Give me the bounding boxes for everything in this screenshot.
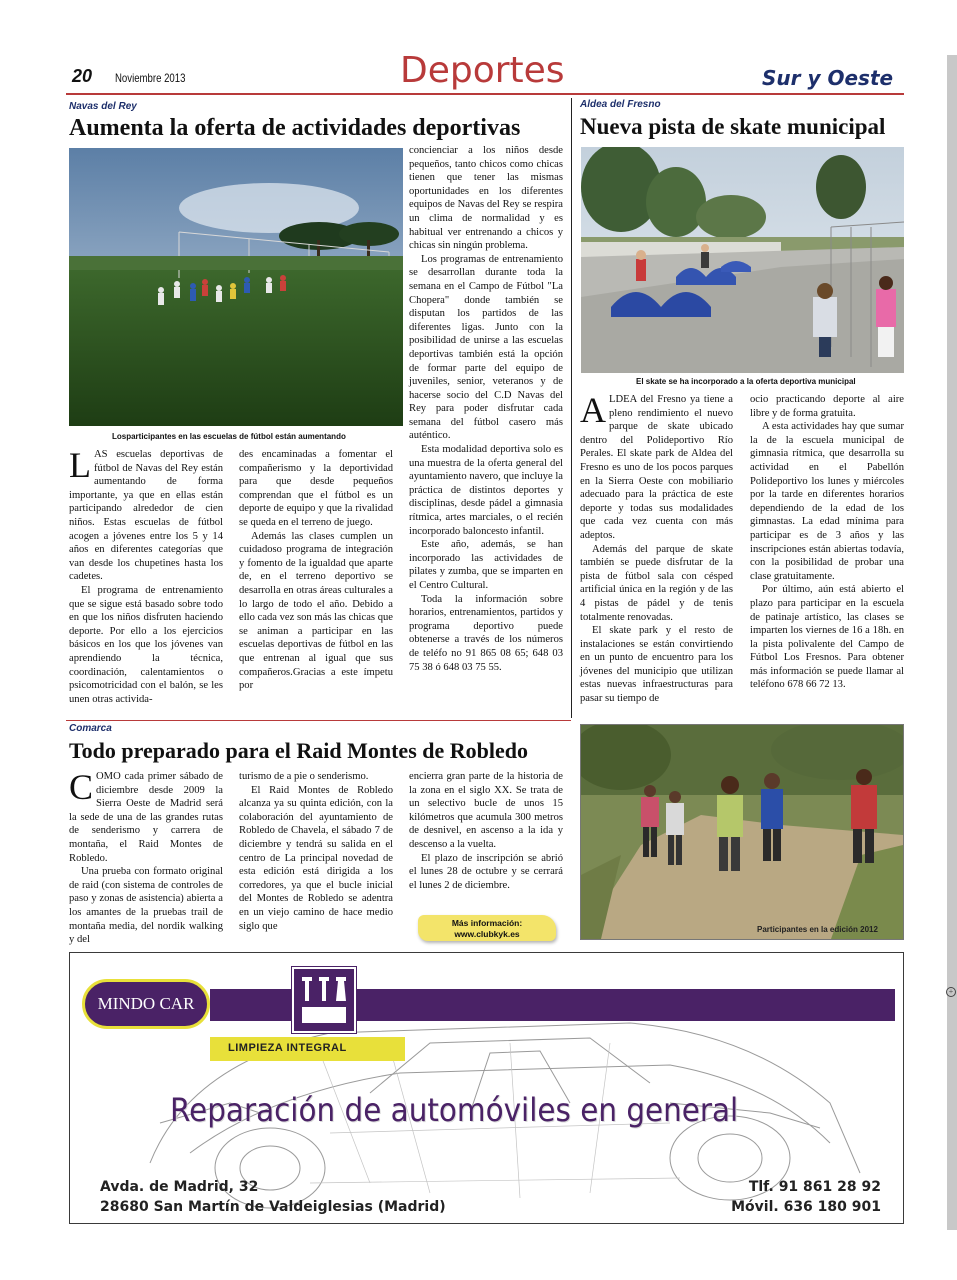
header-rule	[66, 93, 904, 95]
skate-park-image	[581, 147, 904, 373]
raid-col3-p1: encierra gran parte de la historia de la zona en el siglo XX. Se trata de un selectivo bucle de unos 15 kilómetros que acumula 300 metros de desnivel, en ascenso a la ida y descenso a la vuelta.	[409, 771, 563, 850]
tools-icon	[294, 969, 354, 1031]
raid-column-2	[239, 770, 393, 933]
ad-address-line2: 28680 San Martín de Valdeiglesias (Madrid)	[100, 1199, 446, 1215]
navas-col3-p4: Este año, además, se han incorporado las actividades de pilates y zumba, que se imparten en el Centro Cultural.	[409, 539, 563, 591]
caption-aldea: El skate se ha incorporado a la oferta deportiva municipal	[636, 377, 856, 386]
raid-col1-p2: Una prueba con formato original de raid (con sistema de controles de paso y zonas de asistencia) abierta a los amantes de la pruebas trail de montaña media, del nordik walking y del	[69, 866, 223, 946]
aldea-column-1: ALDEA del Fresno ya tiene a pleno rendimiento el nuevo parque de skate ubicado dentro del Polideportivo Río Perales. El skate park de Aldea del Fresno es uno de los pocos parques en la Sierra Oeste con mobiliario adecuado para la práctica de este deporte y todas sus modalidades que cada vez cuenta con más adeptos. Además del parque de skate también se puede disfrutar de la pista de fútbol sala con césped artificial única en la región y de las 4 pistas de pádel y de tenis totalmente renovadas. El skate park y el resto de instalaciones se están convirtiendo en un punto de encuentro para los jóvenes del municipio que utilizan estas nuevas infraestructuras para pasar su tiempo de	[580, 390, 733, 705]
headline-aldea: Nueva pista de skate municipal	[580, 114, 886, 139]
ad-logo-box	[292, 967, 356, 1033]
raid-col2-p2: El Raid Montes de Robledo alcanza ya su quinta edición, con la colaboración del ayuntamiento de Robledo de Chavela, el sábado 7 de diciembre y tendrá su salida en el centro de La principal novedad de esta edición está dirigida a los corredores, ya que el bucle inicial del Montes de Robledo se adentra en un viejo camino de hace medio siglo que	[239, 784, 393, 932]
navas-col3-p2: Los programas de entrenamiento se desarrollan durante toda la semana en el Campo de Fútbol "La Chopera" donde también se disputan los partidos de las diferentes ligas. Junto con la posibilidad de unirse a las escuelas deportivas también está la opción de formar parte del equipo de juveniles, senior, veteranos y de hacerse socio del C.D Navas del Rey para poder disfrutar cada semana del fútbol casero más auténtico.	[409, 253, 563, 442]
ad-mindo-car	[69, 952, 904, 1224]
page-number: 20	[72, 66, 93, 86]
ad-service: LIMPIEZA INTEGRAL	[228, 1042, 347, 1054]
aldea-col2-p3: Por último, aún está abierto el plazo para participar en la escuela de patinaje artístico, las clases se imparten los viernes de 16 a 18h. en la pista polivalente del Campo de Fútbol Los Fresnos. Para obtener más información se puede llamar al teléfono 678 66 72 13.	[750, 584, 904, 691]
photo-skate-park	[581, 147, 904, 373]
navas-column-2	[239, 448, 393, 693]
aldea-col1-p1: LDEA del Fresno ya tiene a pleno rendimiento el nuevo parque de skate ubicado dentro del Polideportivo Río Perales. El skate park de Aldea del Fresno es uno de los pocos parques en la Sierra Oeste con mobiliario adecuado para la práctica de este deporte y todas sus modalidades que cada vez cuenta con más adeptos.	[580, 394, 733, 541]
navas-col1-p1: AS escuelas deportivas de fútbol de Navas del Rey están aumentando de forma importante, ya que en ellas están participando alrededor de cien niños. Estas escuelas de fútbol acogen a jóvenes entre los 5 y 14 años en diferentes categorías que van desde los chupetines hasta los cadetes.	[69, 449, 223, 583]
section-title: Deportes	[400, 50, 565, 91]
caption-raid: Participantes en la edición 2012	[757, 925, 878, 934]
raid-column-3	[409, 770, 563, 892]
hikers-image	[581, 725, 903, 939]
more-info-label: Más información:	[451, 918, 523, 928]
navas-col3-p1: concienciar a los niños desde pequeños, tanto chicos como chicas tienen que tener las mismas oportunidades en los diferentes equipos de Navas del Rey se respira un clima de normalidad y es habitual ver entrenando a chicos y chicas sin ningún problema.	[409, 145, 563, 252]
navas-column-3	[409, 144, 563, 674]
more-info-url[interactable]: www.clubkyk.es	[454, 929, 520, 939]
ad-headline: Reparación de automóviles en general	[170, 1091, 739, 1129]
raid-col1-p1: OMO cada primer sábado de diciembre desde 2009 la Sierra Oeste de Madrid será la sede de una de las grandes rutas de senderismo y carrera de montaña, el Raid Montes de Robledo.	[69, 771, 223, 864]
aldea-col1-p3: El skate park y el resto de instalaciones se están convirtiendo en un punto de encuentro para los jóvenes del municipio que utilizan estas nuevas infraestructuras para pasar su tiempo de	[580, 625, 733, 705]
kicker-navas: Navas del Rey	[69, 101, 137, 112]
issue-date: Noviembre 2013	[115, 71, 186, 85]
navas-col3-p3: Esta modalidad deportiva solo es una muestra de la oferta general del ayuntamiento navero, que incluye la práctica de distintos deportes y disciplinas, desde pádel a gimnasia rítmica, artes marciales, o el recién incorporado baloncesto infantil.	[409, 444, 563, 537]
photo-hikers	[580, 724, 904, 940]
more-info-note	[418, 915, 556, 941]
navas-column-1: LAS escuelas deportivas de fútbol de Navas del Rey están aumentando de forma importante, ya que en ellas están participando alrededor de cien niños. Estas escuelas de fútbol acogen a jóvenes entre los 5 y 14 años en diferentes categorías que van desde los chupetines hasta los cadetes. El programa de entrenamiento que se sigue está basado sobre todo en que los niños disfruten haciendo deporte. Por ello a los ejercicios básicos en los que los jóvenes van aprendiendo la técnica, coordinación, calentamientos o psicomotricidad con el balón, se les unen otras activida-	[69, 445, 223, 705]
vertical-scrollbar[interactable]	[947, 55, 957, 1230]
comarca-rule	[66, 720, 571, 721]
raid-column-1: COMO cada primer sábado de diciembre desde 2009 la Sierra Oeste de Madrid será la sede de una de las grandes rutas de senderismo y carrera de montaña, el Raid Montes de Robledo. Una prueba con formato original de raid (con sistema de controles de paso y zonas de asistencia) abierta a los amantes de la pruebas trail de montaña media, del nordik walking y del	[69, 767, 223, 946]
football-field-image	[69, 148, 403, 426]
aldea-col2-p1: ocio practicando deporte al aire libre y de forma gratuita.	[750, 394, 904, 419]
raid-col2-p1: turismo de a pie o senderismo.	[239, 771, 369, 782]
headline-raid: Todo preparado para el Raid Montes de Robledo	[69, 738, 528, 763]
brand-sur: Sur y	[762, 66, 828, 90]
raid-col3-p2: El plazo de inscripción se abrió el lunes 28 de octubre y se cerrará el lunes 2 de diciembre.	[409, 852, 563, 891]
aldea-column-2	[750, 393, 904, 692]
ad-phone: Tlf. 91 861 28 92	[748, 1179, 881, 1195]
headline-navas: Aumenta la oferta de actividades deportivas	[69, 115, 521, 141]
aldea-col1-p2: Además del parque de skate también se puede disfrutar de la pista de fútbol sala con césped artificial única en la región y de las 4 pistas de pádel y de tenis totalmente renovadas.	[580, 543, 733, 623]
navas-col1-p2: El programa de entrenamiento que se sigue está basado sobre todo en que los niños disfruten haciendo deporte. Por ello a los ejercicios básicos en los que los jóvenes van aprendiendo la técnica, coordinación, calentamientos o psicomotricidad con el balón, se les unen otras activida-	[69, 584, 223, 705]
kicker-aldea: Aldea del Fresno	[580, 99, 661, 110]
masthead-brand	[762, 66, 893, 90]
navas-col2-p2: Además las clases cumplen un cuidadoso programa de integración y fomento de la igualdad que aparte de, en el terreno deportivo se desarrolla en otras áreas culturales a lo largo de todo el año. Debido a ello cada vez son más las chicas que se animan a participar en las escuelas deportivas de fútbol en las que entrenan al igual que sus compañeros.Gracias a este ímpetu por	[239, 530, 393, 692]
photo-football-training	[69, 148, 403, 426]
ad-address-line1: Avda. de Madrid, 32	[100, 1179, 259, 1195]
ad-brand-oval: MINDO CAR	[82, 979, 210, 1029]
column-divider-top	[571, 98, 572, 718]
navas-col2-p1: des encaminadas a fomentar el compañerismo y la deportividad para que desde pequeños comprendan que el fútbol es un deporte de equipo y que la rivalidad se queda en el terreno de juego.	[239, 449, 393, 528]
crosshair-icon: +	[946, 987, 956, 997]
kicker-comarca: Comarca	[69, 723, 112, 734]
aldea-col2-p2: A esta actividades hay que sumar la de la escuela municipal de gimnasia rítmica, que desarrolla su actividad en el Pabellón Polideportivo los lunes y miércoles por la tarde en diferentes horarios dependiendo de la edad de los gimnastas. La edad mínima para participar es de 3 años y las inscripciones están abiertas todavía, con la posibilidad de probar una clase gratuitamente.	[750, 421, 904, 582]
navas-col3-p5: Toda la información sobre horarios, entrenamientos, partidos y programa deportivo puede obtenerse a través de los números de teléfo no 91 865 08 65; 648 03 75 38 ó 648 03 75 55.	[409, 593, 563, 673]
ad-mobile: Móvil. 636 180 901	[731, 1199, 881, 1215]
caption-navas: Losparticipantes en las escuelas de fútbol están aumentando	[112, 432, 346, 441]
brand-oeste: Oeste	[827, 66, 894, 90]
